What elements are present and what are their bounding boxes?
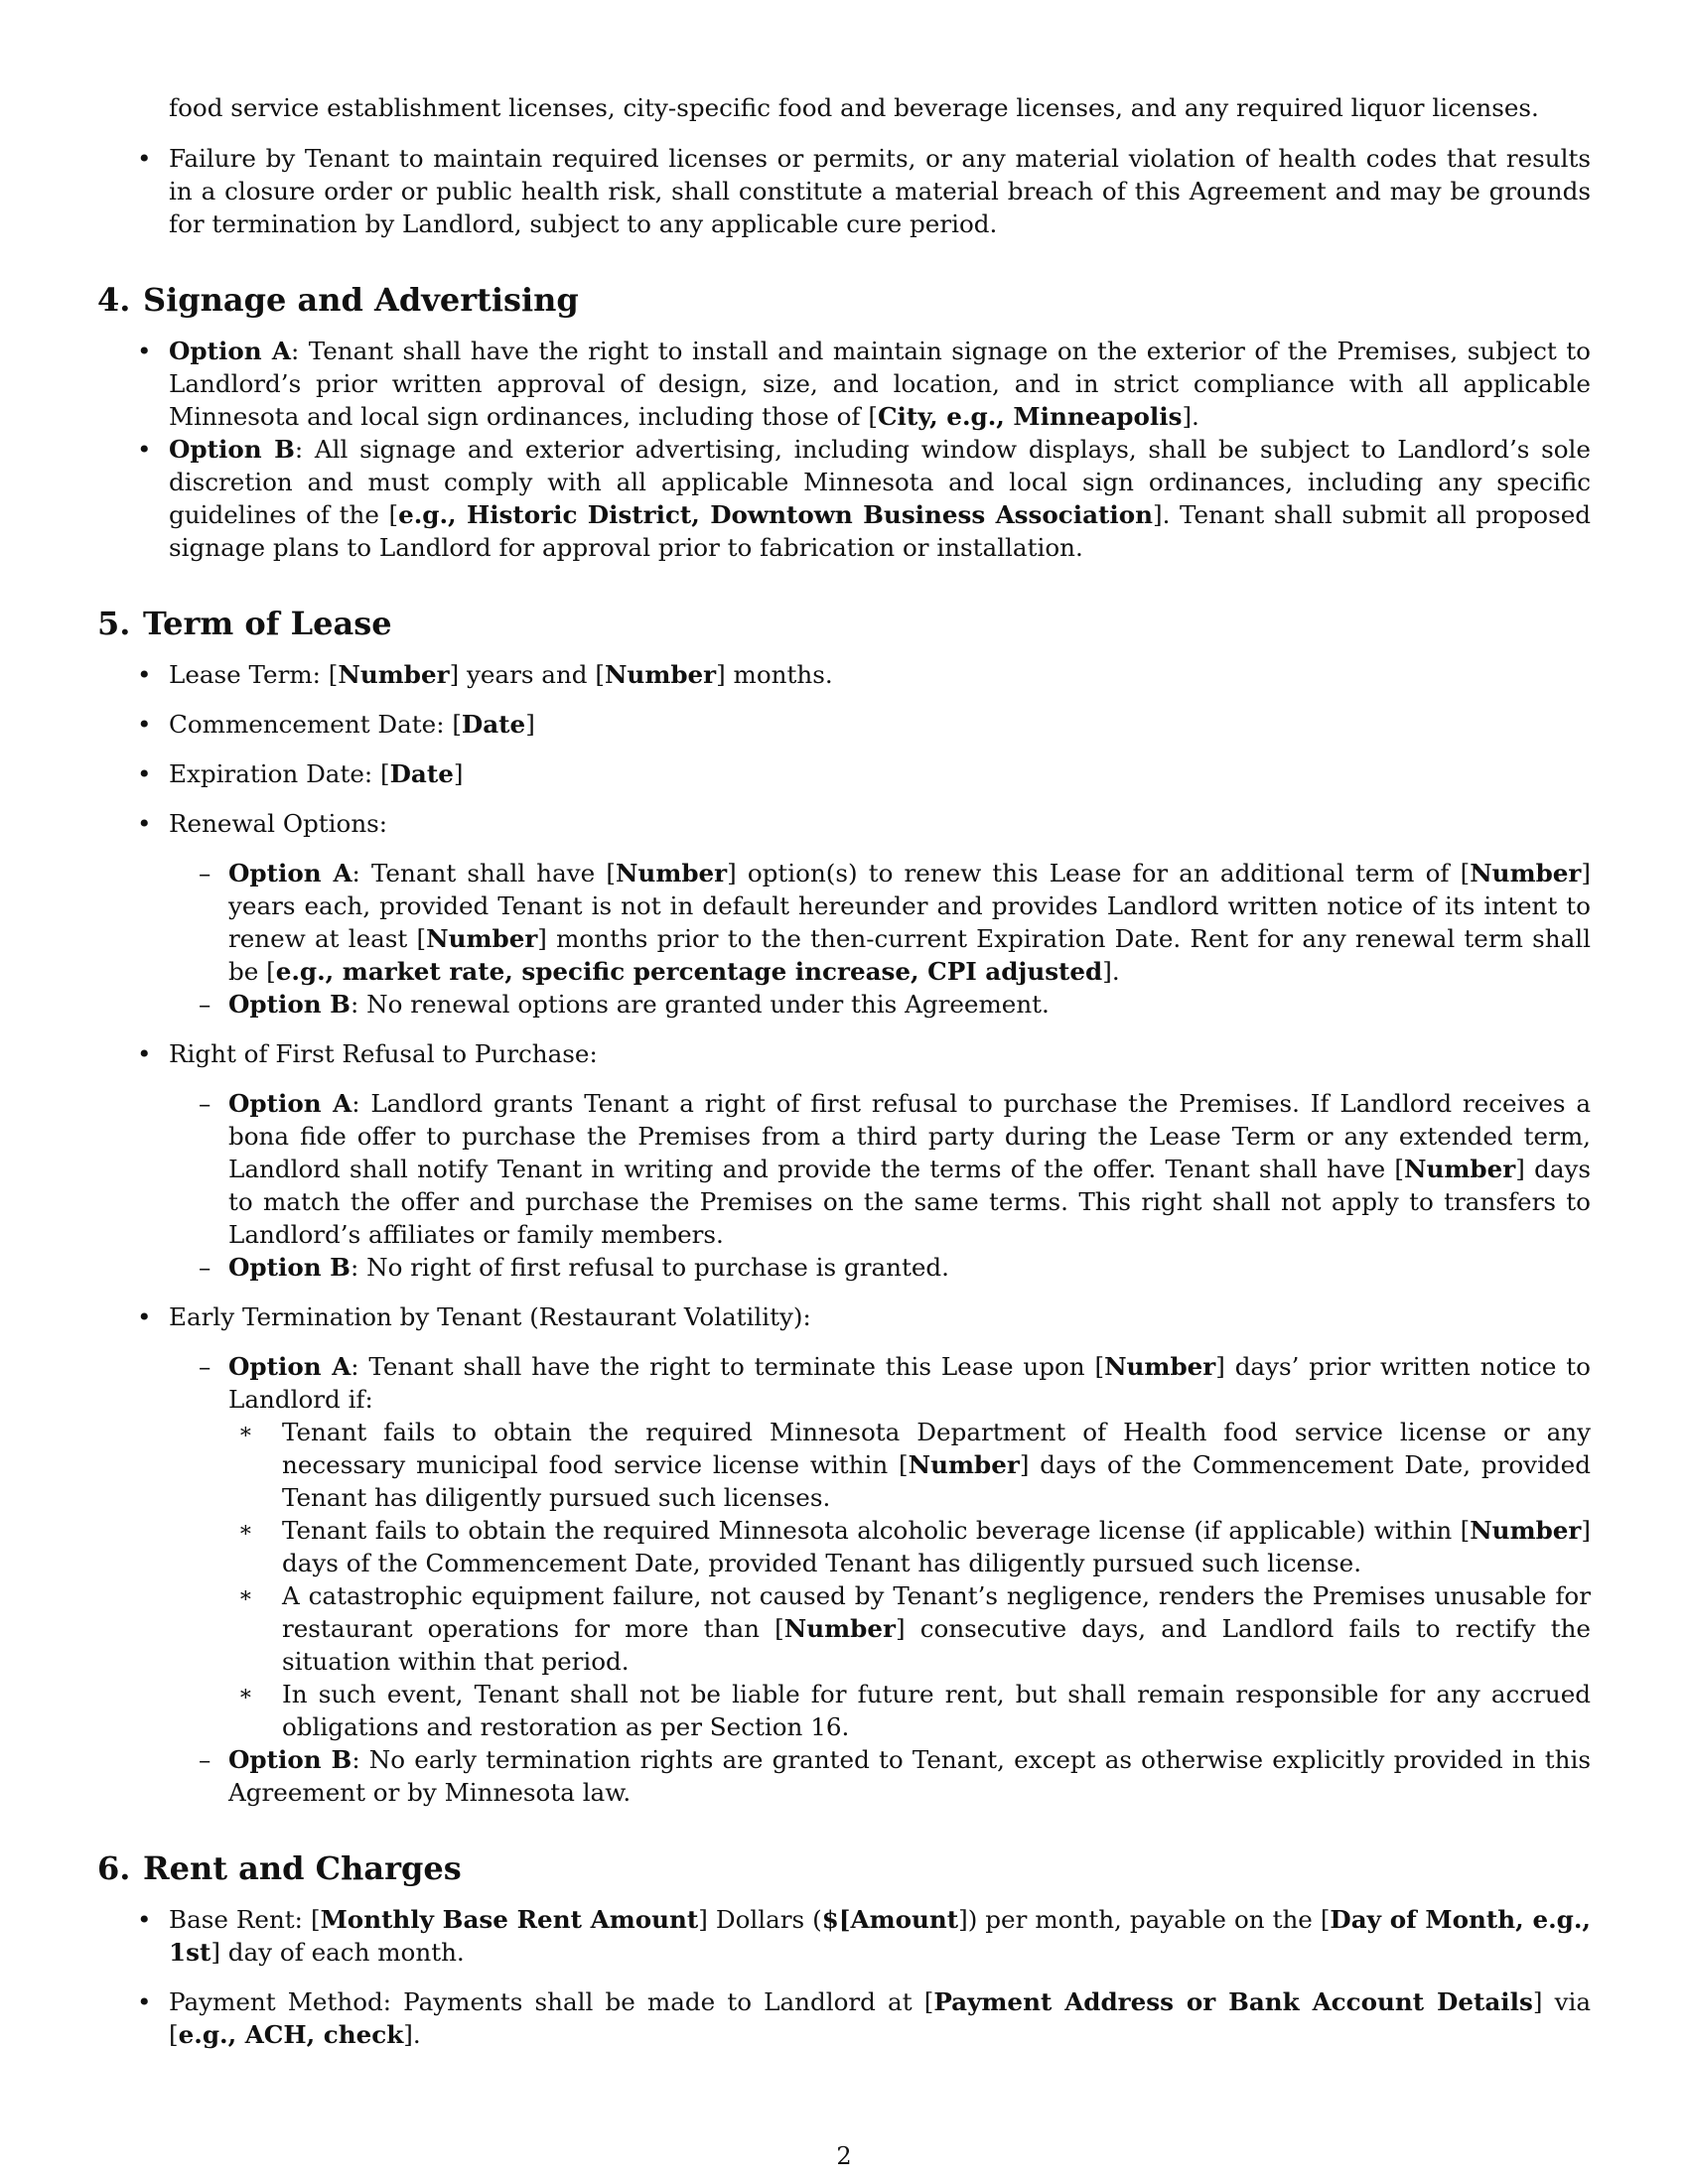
list-item: • Expiration Date: [Date] — [137, 759, 464, 788]
option-item: – Option A: Tenant shall have the right to terminate this Lease upon [Number] days’ prior written notice to Landlord if: ∗ Tenant fails to obtain the required Minnesota Department of Health food service license or any necessary municipal food service license within [Number] days of the Commencement Date, provided Tenant has diligently pursued such licenses. ∗ Tenant fails to obtain the required Minnesota alcoholic beverage license (if applicable) within [Number] days of the Commencement Date, provided Tenant has diligently pursued such license. ∗ A catastrophic equipment failure, not caused by Tenant’s negligence, renders the Premises unusable for restaurant operations for more than [Number] consecutive days, and Landlord fails to rectify the situation within that period. ∗ In such event, Tenant shall not be liable for future rent, but shall remain responsible for any accrued obligations and restoration as per Section 16. — [199, 1352, 1591, 1741]
termination-conditions — [228, 1416, 1591, 1743]
option-item: – Option B: No renewal options are granted under this Agreement. — [199, 990, 1050, 1019]
document-page — [97, 91, 1591, 2068]
bullet-marker: • — [137, 144, 152, 173]
term-list — [97, 658, 1591, 1809]
option-item: – Option B: No right of first refusal to purchase is granted. — [199, 1253, 949, 1282]
section-heading: 5. Term of Lease — [97, 605, 392, 642]
condition-item: ∗ Tenant fails to obtain the required Minnesota alcoholic beverage license (if applicable) within [Number] days of the Commencement Date, provided Tenant has diligently pursued such license. — [238, 1516, 1591, 1577]
list-item: • Commencement Date: [Date] — [137, 710, 535, 739]
option-item: – Option A: Landlord grants Tenant a right of first refusal to purchase the Premises. If Landlord receives a bona fide offer to purchase the Premises from a third party during the Lease Term or any extended term, Landlord shall notify Tenant in writing and provide the terms of the offer. Tenant shall have [Number] days to match the offer and purchase the Premises on the same terms. This right shall not apply to transfers to Landlord’s affiliates or family members. — [199, 1089, 1591, 1249]
signage-list — [97, 335, 1591, 564]
option-item: – Option B: No early termination rights are granted to Tenant, except as otherwise explicitly provided in this Agreement or by Minnesota law. — [199, 1745, 1591, 1807]
list-item: • Early Termination by Tenant (Restaurant Volatility): – Option A: Tenant shall have the right to terminate this Lease upon [Number] days’ prior written notice to Landlord if: ∗ Tenant fails to obtain the required Minnesota Department of Health food service license or any necessary municipal food service license within [Number] days of the Commencement Date, provided Tenant has diligently pursued such licenses. ∗ Tenant fails to obtain the required Minnesota alcoholic beverage license (if applicable) within [Number] days of the Commencement Date, provided Tenant has diligently pursued such license. ∗ A catastrophic equipment failure, not caused by Tenant’s negligence, renders the Premises unusable for restaurant operations for more than [Number] consecutive days, and Landlord fails to rectify the situation within that period. ∗ In such event, Tenant shall not be liable for future rent, but shall remain responsible for any accrued obligations and restoration as per Section 16. – Option B: No early termination rights are granted to Tenant, except as otherwise explicitly provided in this Agreement or by Minnesota law. — [137, 1302, 1591, 1807]
list-item: • Renewal Options: – Option A: Tenant shall have [Number] option(s) to renew this Lease for an additional term of [Number] years each, provided Tenant is not in default hereunder and provides Landlord written notice of its intent to renew at least [Number] months prior to the then-current Expiration Date. Rent for any renewal term shall be [e.g., market rate, specific percentage increase, CPI adjusted]. – Option B: No renewal options are granted under this Agreement. — [137, 809, 1592, 1019]
list-item: • Failure by Tenant to maintain required licenses or permits, or any material violation of health codes that results in a closure order or public health risk, shall constitute a material breach of this Agreement and may be grounds for termination by Landlord, subject to any applicable cure period. — [137, 144, 1591, 238]
option-item: – Option A: Tenant shall have [Number] option(s) to renew this Lease for an additional term of [Number] years each, provided Tenant is not in default hereunder and provides Landlord written notice of its intent to renew at least [Number] months prior to the then-current Expiration Date. Rent for any renewal term shall be [e.g., market rate, specific percentage increase, CPI adjusted]. — [199, 859, 1592, 986]
renewal-options — [169, 857, 1591, 1021]
continuation-text: food service establishment licenses, city-specific food and beverage licenses, and any required liquor licenses. — [169, 93, 1539, 122]
section-heading: 4. Signage and Advertising — [97, 281, 579, 319]
page-number: 2 — [836, 2142, 852, 2170]
list-item: • Lease Term: [Number] years and [Number] months. — [137, 660, 833, 689]
condition-item: ∗ A catastrophic equipment failure, not caused by Tenant’s negligence, renders the Premises unusable for restaurant operations for more than [Number] consecutive days, and Landlord fails to rectify the situation within that period. — [238, 1581, 1591, 1676]
list-item: • Payment Method: Payments shall be made to Landlord at [Payment Address or Bank Account Details] via [e.g., ACH, check]. — [137, 1987, 1591, 2049]
early-termination-options — [169, 1350, 1591, 1809]
list-item: • Option B: All signage and exterior advertising, including window displays, shall be subject to Landlord’s sole discretion and must comply with all applicable Minnesota and local sign ordinances, including any specific guidelines of the [e.g., Historic District, Downtown Business Association]. Tenant shall submit all proposed signage plans to Landlord for approval prior to fabrication or installation. — [137, 435, 1591, 562]
condition-item: ∗ Tenant fails to obtain the required Minnesota Department of Health food service license or any necessary municipal food service license within [Number] days of the Commencement Date, provided Tenant has diligently pursued such licenses. — [238, 1418, 1591, 1512]
rent-list — [97, 1903, 1591, 2051]
licensing-list — [97, 142, 1591, 240]
rofr-options — [169, 1087, 1591, 1284]
list-item: • Base Rent: [Monthly Base Rent Amount] Dollars ($[Amount]) per month, payable on the [Day of Month, e.g., 1st] day of each month. — [137, 1905, 1591, 1967]
list-item: • Right of First Refusal to Purchase: – Option A: Landlord grants Tenant a right of first refusal to purchase the Premises. If Landlord receives a bona fide offer to purchase the Premises from a third party during the Lease Term or any extended term, Landlord shall notify Tenant in writing and provide the terms of the offer. Tenant shall have [Number] days to match the offer and purchase the Premises on the same terms. This right shall not apply to transfers to Landlord’s affiliates or family members. – Option B: No right of first refusal to purchase is granted. — [137, 1039, 1591, 1282]
condition-item: ∗ In such event, Tenant shall not be liable for future rent, but shall remain responsible for any accrued obligations and restoration as per Section 16. — [238, 1680, 1591, 1741]
list-item: • Option A: Tenant shall have the right to install and maintain signage on the exterior of the Premises, subject to Landlord’s prior written approval of design, size, and location, and in strict compliance with all applicable Minnesota and local sign ordinances, including those of [City, e.g., Minneapolis]. — [137, 337, 1591, 431]
section-heading: 6. Rent and Charges — [97, 1849, 462, 1887]
